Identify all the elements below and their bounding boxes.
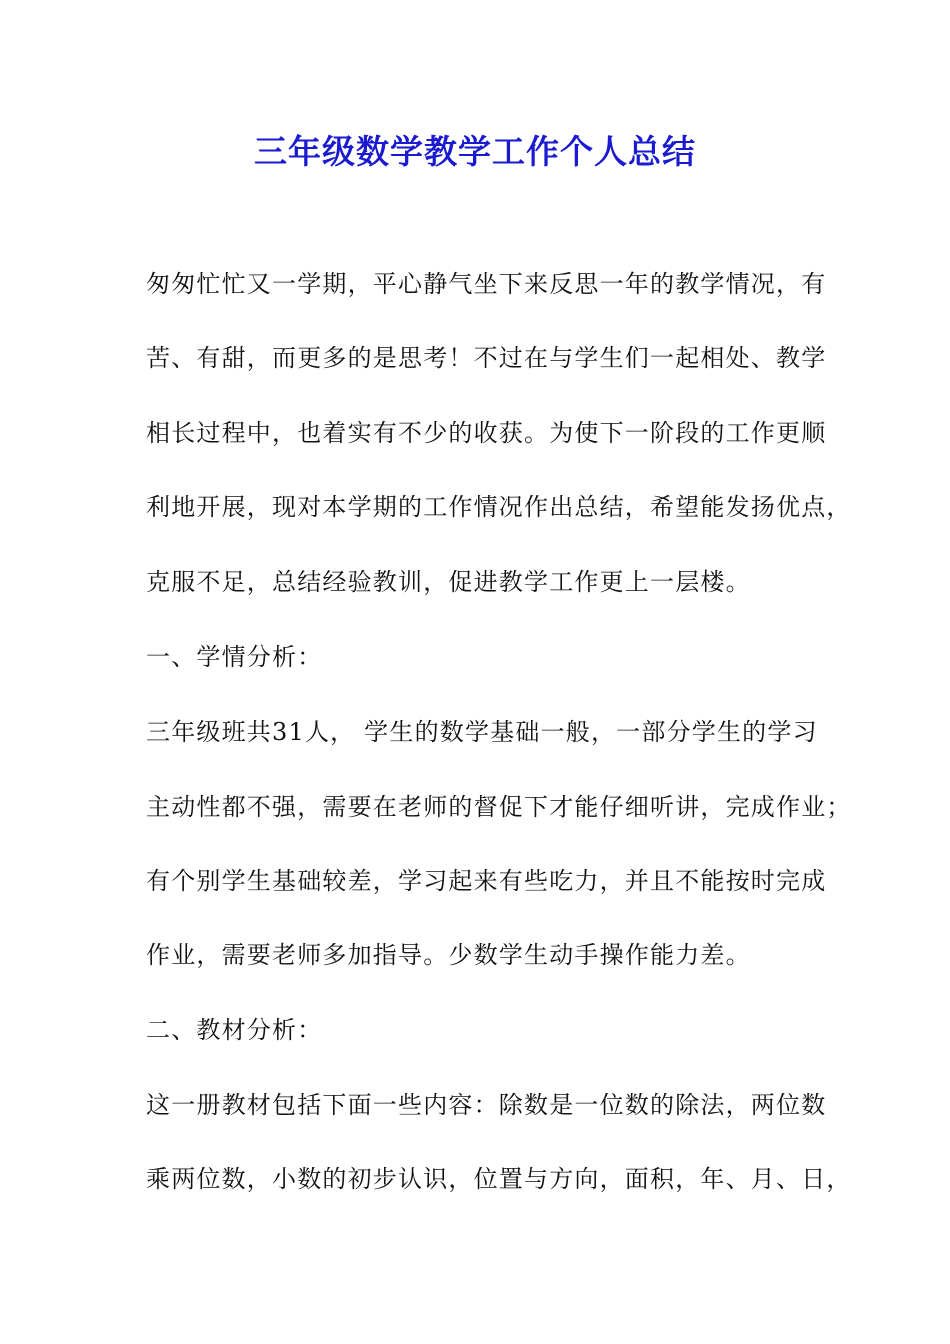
body-line: 相长过程中，也着实有不少的收获。为使下一阶段的工作更顺 (146, 419, 827, 447)
body-line: 主动性都不强，需要在老师的督促下才能仔细听讲，完成作业； (146, 793, 852, 821)
section-heading-student-analysis: 一、学情分析： (146, 643, 323, 671)
section-heading-textbook-analysis: 二、教材分析： (146, 1016, 323, 1044)
body-line: 三年级班共31人， 学生的数学基础一般，一部分学生的学习 (146, 718, 818, 746)
body-line: 苦、有甜，而更多的是思考！不过在与学生们一起相处、教学 (146, 344, 827, 372)
body-line: 乘两位数，小数的初步认识，位置与方向，面积，年、月、日， (146, 1165, 852, 1193)
document-title: 三年级数学教学工作个人总结 (254, 132, 696, 171)
body-line: 这一册教材包括下面一些内容：除数是一位数的除法，两位数 (146, 1091, 827, 1119)
body-line: 作业，需要老师多加指导。少数学生动手操作能力差。 (146, 941, 751, 969)
body-line: 克服不足，总结经验教训，促进教学工作更上一层楼。 (146, 568, 751, 596)
body-line: 有个别学生基础较差，学习起来有些吃力，并且不能按时完成 (146, 867, 827, 895)
body-line: 利地开展，现对本学期的工作情况作出总结，希望能发扬优点， (146, 493, 852, 521)
body-line: 匆匆忙忙又一学期，平心静气坐下来反思一年的教学情况，有 (146, 270, 827, 298)
